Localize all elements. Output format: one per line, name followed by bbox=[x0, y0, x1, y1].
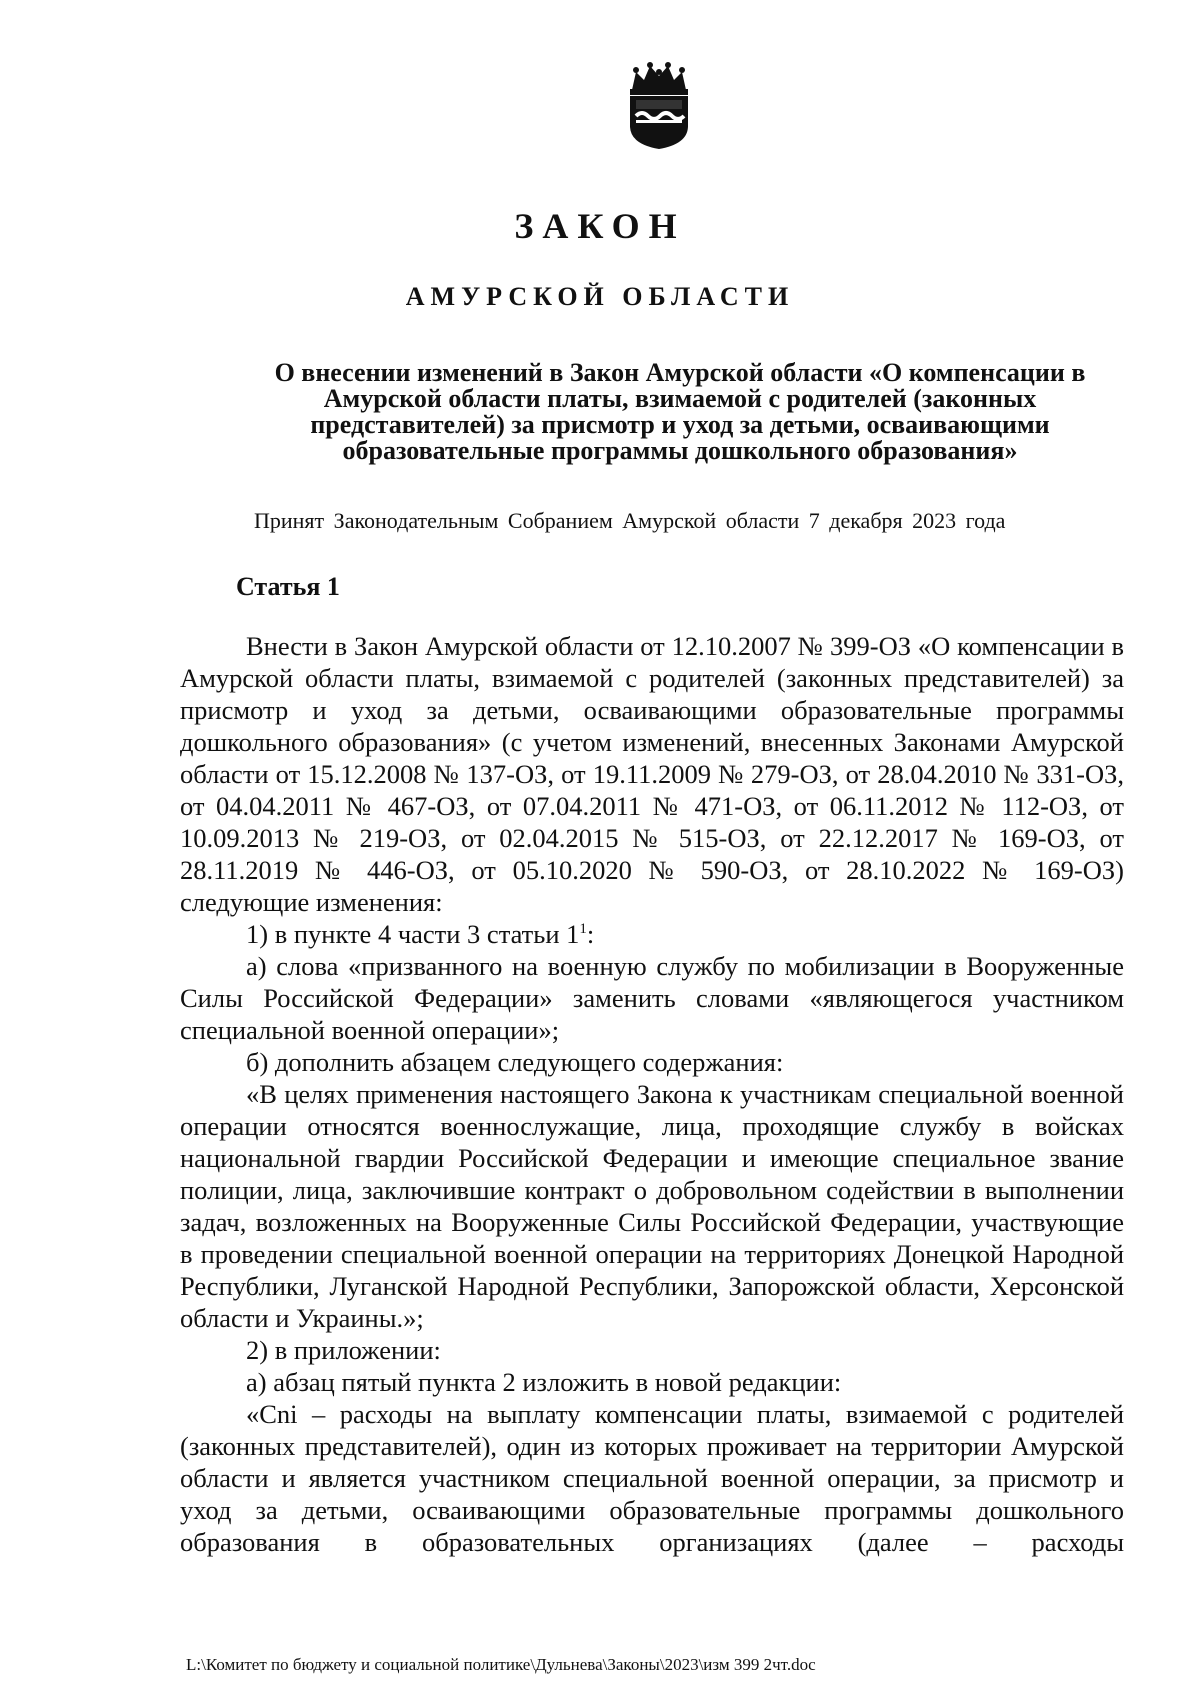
region-subtitle: АМУРСКОЙ ОБЛАСТИ bbox=[405, 282, 795, 311]
law-heading: О внесении изменений в Закон Амурской области «О компенсации в Амурской области платы, взимаемой с родителей (законных представителей) за присмотр и уход за детьми, осваивающими образовательные программы дошкольного образования» bbox=[274, 358, 1086, 465]
item-1a: а) слова «призванного на военную службу по мобилизации в Вооруженные Силы Российской Федерации» заменить словами «являющегося участником специальной военной операции»; bbox=[180, 951, 1124, 1045]
article-intro-paragraph: Внести в Закон Амурской области от 12.10.2007 № 399-ОЗ «О компенсации в Амурской области платы, взимаемой с родителей (законных представителей) за присмотр и уход за детьми, осваивающими образовательные программы дошкольного образования» (с учетом изменений, внесенных Законами Амурской области от 15.12.2008 № 137-ОЗ, от 19.11.2009 № 279-ОЗ, от 28.04.2010 № 331-ОЗ, от 04.04.2011 № 467-ОЗ, от 07.04.2011 № 471-ОЗ, от 06.11.2012 № 112-ОЗ, от 10.09.2013 № 219-ОЗ, от 02.04.2015 № 515-ОЗ, от 22.12.2017 № 169-ОЗ, от 28.11.2019 № 446-ОЗ, от 05.10.2020 № 590-ОЗ, от 28.10.2022 № 169-ОЗ) следующие изменения: bbox=[180, 631, 1124, 917]
article-title: Статья 1 bbox=[236, 572, 340, 601]
item-1-superscript: 1 bbox=[579, 921, 587, 938]
item-1b-quote: «В целях применения настоящего Закона к участникам специальной военной операции относятся военнослужащие, лица, проходящие службу в войсках национальной гвардии Российской Федерации и имеющие специальное звание полиции, лица, заключившие контракт о добровольном содействии в выполнении задач, возложенных на Вооруженные Силы Российской Федерации, участвующие в проведении специальной военной операции на территориях Донецкой Народной Республики, Луганской Народной Республики, Запорожской области, Херсонской области и Украины.»; bbox=[180, 1079, 1124, 1333]
article-body bbox=[180, 630, 1124, 1558]
law-title: ЗАКОН bbox=[514, 206, 686, 246]
adoption-line: Принят Законодательным Собранием Амурской области 7 декабря 2023 года bbox=[254, 508, 1006, 533]
item-2a: а) абзац пятый пункта 2 изложить в новой редакции: bbox=[246, 1367, 842, 1397]
item-2a-quote: «Cni – расходы на выплату компенсации платы, взимаемой с родителей (законных представителей), один из которых проживает на территории Амурской области и является участником специальной военной операции, за присмотр и уход за детьми, осваивающими образовательные программы дошкольного образования в образовательных организациях (далее – расходы bbox=[180, 1399, 1124, 1557]
item-1 bbox=[180, 918, 1124, 950]
item-1-text: 1) в пункте 4 части 3 статьи 1 bbox=[246, 919, 580, 949]
item-1b: б) дополнить абзацем следующего содержания: bbox=[246, 1047, 784, 1077]
amur-oblast-coat-of-arms-icon bbox=[622, 60, 696, 150]
file-path-footer: L:\Комитет по бюджету и социальной политике\Дульнева\Законы\2023\изм 399 2чт.doc bbox=[186, 1655, 816, 1674]
item-1-colon: : bbox=[586, 919, 595, 949]
item-2: 2) в приложении: bbox=[246, 1335, 441, 1365]
